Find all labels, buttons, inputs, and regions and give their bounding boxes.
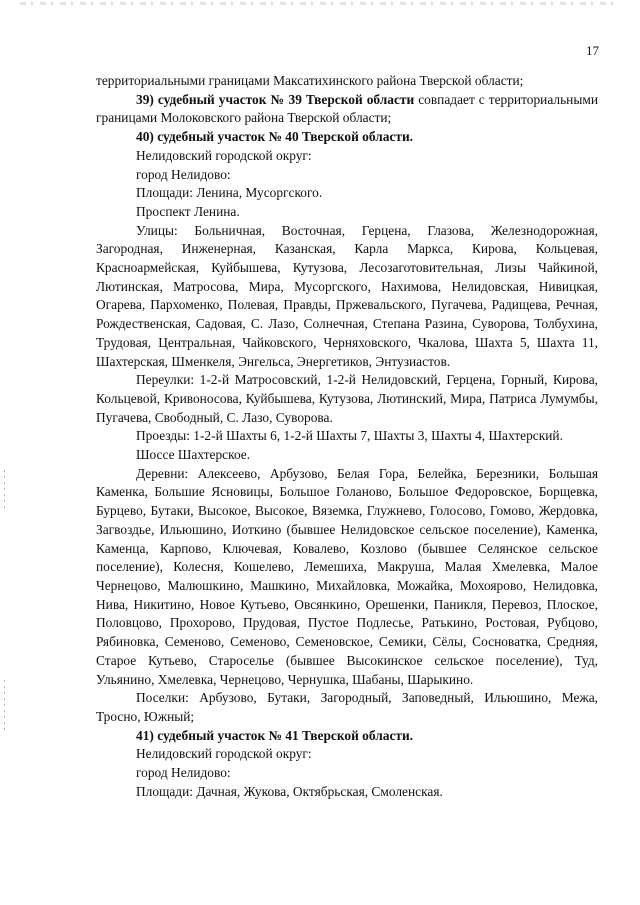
paragraph-text: город Нелидово: (136, 765, 231, 781)
paragraph-text: Поселки: Арбузово, Бутаки, Загородный, Заповедный, Ильюшино, Межа, Тросно, Южный; (96, 690, 598, 724)
paragraph-squares (96, 184, 598, 203)
paragraph-continuation (96, 72, 598, 91)
page-number: 17 (586, 43, 599, 58)
paragraph-avenue (96, 203, 598, 222)
paragraph-passages (96, 427, 598, 446)
court-district-heading: 41) судебный участок № 41 Тверской области. (136, 727, 414, 743)
paragraph-streets (96, 222, 598, 372)
paragraph-text: Деревни: Алексеево, Арбузово, Белая Гора, Белейка, Березники, Большая Каменка, Большие Ясновицы, Большое Голаново, Большое Федоровское, Борщевка, Бурцево, Бутаки, Высокое, Высокое, Вяземка, Глужнево, Голосово, Гомово, Жердовка, Загвоздье, Ильюшино, Иоткино (бывшее Нелидовское сельское поселение), Каменка, Каменца, Карпово, Ключевая, Ковалево, Козлово (бывшее Селянское сельское поселение), Колесня, Кошелево, Лемешиха, Макруша, Малая Хмелевка, Малое Чернецово, Малюшкино, Машкино, Михайловка, Можайка, Мохоярово, Нелидовка, Нива, Никитино, Новое Кутьево, Овсянкино, Орешенки, Паникля, Перевоз, Плоское, Половцово, Прохорово, Прудовая, Пустое Подлесье, Ратькино, Ростовая, Рубцово, Рябиновка, Семеново, Семеново, Семеновское, Семики, Сёлы, Сосноватка, Средняя, Старое Кутьево, Староселье (бывшее Высокинское сельское поселение), Туд, Ульянино, Хмелевка, Чернецово, Чернушка, Шабаны, Шарыкино. (96, 465, 598, 687)
paragraph-text: Переулки: 1-2-й Матросовский, 1-2-й Нелидовский, Герцена, Горный, Кирова, Кольцевой, Кривоносова, Куйбышева, Кутузова, Лютинский, Мира, Патриса Лумумбы, Пугачева, Свободный, С. Лазо, Суворова. (96, 372, 598, 425)
paragraph-text: город Нелидово: (136, 166, 231, 182)
paragraph-text: Нелидовский городской округ: (136, 147, 312, 163)
paragraph-text: Улицы: Больничная, Восточная, Герцена, Глазова, Железнодорожная, Загородная, Инженерная, Казанская, Карла Маркса, Кирова, Кольцевая, Красноармейская, Куйбышева, Кутузова, Лесозаготовительная, Лизы Чайкиной, Лютинская, Матросова, Мира, Мусоргского, Нахимова, Нелидовская, Нивицкая, Огарева, Пархоменко, Полевая, Правды, Пржевальского, Пугачева, Радищева, Речная, Рождественская, Садовая, С. Лазо, Солнечная, Степана Разина, Суворова, Толбухина, Трудовая, Центральная, Чайковского, Черняховского, Чкалова, Шахта 5, Шахта 11, Шахтерская, Шменкеля, Энгельса, Энергетиков, Энтузиастов. (96, 222, 598, 369)
paragraph-text: Площади: Ленина, Мусоргского. (136, 185, 323, 201)
paragraph-city (96, 764, 598, 783)
paragraph-lanes (96, 371, 598, 427)
paragraph-villages (96, 465, 598, 689)
paragraph-squares (96, 783, 598, 802)
paragraph-court-district-41 (96, 727, 598, 746)
court-district-heading: 40) судебный участок № 40 Тверской области. (136, 129, 414, 145)
paragraph-court-district-40 (96, 128, 598, 147)
paragraph-text: территориальными границами Максатихинского района Тверской области; (96, 73, 524, 88)
paragraph-municipality (96, 745, 598, 764)
paragraph-municipality (96, 147, 598, 166)
paragraph-city (96, 166, 598, 185)
paragraph-text: Проспект Ленина. (136, 203, 240, 219)
paragraph-court-district-39 (96, 91, 598, 128)
paragraph-text: Площади: Дачная, Жукова, Октябрьская, Смоленская. (136, 783, 443, 799)
paragraph-settlements (96, 689, 598, 726)
paragraph-text: совпадает с территориальными границами Молоковского района Тверской области; (96, 91, 598, 126)
paragraph-text: Шоссе Шахтерское. (136, 447, 251, 463)
binding-mark (4, 680, 5, 732)
paragraph-text: Проезды: 1-2-й Шахты 6, 1-2-й Шахты 7, Шахты 3, Шахты 4, Шахтерский. (136, 428, 563, 444)
scan-artifact-strip (20, 2, 620, 5)
paragraph-highway (96, 446, 598, 465)
court-district-heading: 39) судебный участок № 39 Тверской области (136, 91, 415, 107)
document-body (96, 72, 598, 801)
paragraph-text: Нелидовский городской округ: (136, 746, 312, 762)
binding-mark (4, 470, 5, 510)
